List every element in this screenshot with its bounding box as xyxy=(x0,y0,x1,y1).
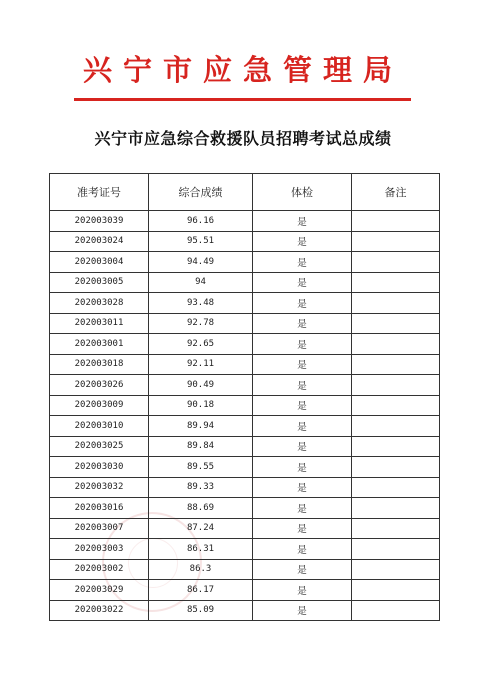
cell-medical-exam: 是 xyxy=(253,477,352,498)
cell-medical-exam: 是 xyxy=(253,395,352,416)
cell-total-score: 94 xyxy=(149,272,253,293)
cell-total-score: 96.16 xyxy=(149,211,253,232)
cell-total-score: 90.18 xyxy=(149,395,253,416)
cell-remarks xyxy=(352,416,440,437)
cell-remarks xyxy=(352,539,440,560)
cell-remarks xyxy=(352,252,440,273)
column-header-total-score: 综合成绩 xyxy=(149,174,253,211)
cell-remarks xyxy=(352,477,440,498)
table-row xyxy=(50,600,440,621)
table-row xyxy=(50,231,440,252)
cell-medical-exam: 是 xyxy=(253,600,352,621)
cell-remarks xyxy=(352,395,440,416)
cell-remarks xyxy=(352,231,440,252)
table-row xyxy=(50,272,440,293)
cell-medical-exam: 是 xyxy=(253,457,352,478)
cell-medical-exam: 是 xyxy=(253,375,352,396)
table-row xyxy=(50,457,440,478)
cell-medical-exam: 是 xyxy=(253,272,352,293)
table-row xyxy=(50,395,440,416)
cell-medical-exam: 是 xyxy=(253,293,352,314)
cell-exam-id: 202003005 xyxy=(50,272,149,293)
table-row xyxy=(50,436,440,457)
cell-medical-exam: 是 xyxy=(253,211,352,232)
cell-exam-id: 202003029 xyxy=(50,580,149,601)
cell-exam-id: 202003010 xyxy=(50,416,149,437)
cell-remarks xyxy=(352,211,440,232)
cell-exam-id: 202003032 xyxy=(50,477,149,498)
cell-remarks xyxy=(352,313,440,334)
cell-exam-id: 202003002 xyxy=(50,559,149,580)
cell-medical-exam: 是 xyxy=(253,252,352,273)
cell-medical-exam: 是 xyxy=(253,539,352,560)
cell-remarks xyxy=(352,293,440,314)
table-row xyxy=(50,477,440,498)
table-header-row xyxy=(50,174,440,211)
cell-total-score: 85.09 xyxy=(149,600,253,621)
cell-medical-exam: 是 xyxy=(253,580,352,601)
table-row xyxy=(50,518,440,539)
table-row xyxy=(50,498,440,519)
cell-exam-id: 202003007 xyxy=(50,518,149,539)
cell-total-score: 94.49 xyxy=(149,252,253,273)
cell-medical-exam: 是 xyxy=(253,334,352,355)
cell-exam-id: 202003011 xyxy=(50,313,149,334)
cell-exam-id: 202003009 xyxy=(50,395,149,416)
cell-total-score: 92.65 xyxy=(149,334,253,355)
table-row xyxy=(50,539,440,560)
table-row xyxy=(50,313,440,334)
cell-medical-exam: 是 xyxy=(253,559,352,580)
cell-total-score: 89.55 xyxy=(149,457,253,478)
cell-exam-id: 202003018 xyxy=(50,354,149,375)
table-row xyxy=(50,354,440,375)
cell-remarks xyxy=(352,334,440,355)
cell-total-score: 92.11 xyxy=(149,354,253,375)
cell-total-score: 86.17 xyxy=(149,580,253,601)
table-row xyxy=(50,375,440,396)
cell-exam-id: 202003024 xyxy=(50,231,149,252)
cell-total-score: 89.33 xyxy=(149,477,253,498)
cell-total-score: 88.69 xyxy=(149,498,253,519)
cell-total-score: 89.84 xyxy=(149,436,253,457)
cell-total-score: 92.78 xyxy=(149,313,253,334)
cell-remarks xyxy=(352,457,440,478)
cell-exam-id: 202003030 xyxy=(50,457,149,478)
cell-exam-id: 202003003 xyxy=(50,539,149,560)
cell-remarks xyxy=(352,354,440,375)
cell-remarks xyxy=(352,375,440,396)
table-row xyxy=(50,293,440,314)
cell-exam-id: 202003001 xyxy=(50,334,149,355)
cell-total-score: 87.24 xyxy=(149,518,253,539)
column-header-exam-id: 准考证号 xyxy=(50,174,149,211)
cell-total-score: 90.49 xyxy=(149,375,253,396)
cell-exam-id: 202003016 xyxy=(50,498,149,519)
cell-exam-id: 202003022 xyxy=(50,600,149,621)
cell-medical-exam: 是 xyxy=(253,416,352,437)
letterhead-red-rule xyxy=(74,98,411,101)
cell-total-score: 95.51 xyxy=(149,231,253,252)
cell-medical-exam: 是 xyxy=(253,313,352,334)
table-row xyxy=(50,334,440,355)
cell-exam-id: 202003004 xyxy=(50,252,149,273)
cell-remarks xyxy=(352,498,440,519)
cell-medical-exam: 是 xyxy=(253,354,352,375)
cell-remarks xyxy=(352,272,440,293)
table-row xyxy=(50,211,440,232)
cell-total-score: 86.31 xyxy=(149,539,253,560)
table-row xyxy=(50,252,440,273)
cell-exam-id: 202003039 xyxy=(50,211,149,232)
cell-total-score: 86.3 xyxy=(149,559,253,580)
table-row xyxy=(50,416,440,437)
score-table xyxy=(49,173,440,621)
cell-medical-exam: 是 xyxy=(253,231,352,252)
cell-medical-exam: 是 xyxy=(253,436,352,457)
cell-remarks xyxy=(352,436,440,457)
letterhead-org-name: 兴宁市应急管理局 xyxy=(82,53,403,87)
column-header-medical-exam: 体检 xyxy=(253,174,352,211)
cell-remarks xyxy=(352,600,440,621)
cell-exam-id: 202003028 xyxy=(50,293,149,314)
cell-remarks xyxy=(352,559,440,580)
cell-total-score: 89.94 xyxy=(149,416,253,437)
table-row xyxy=(50,580,440,601)
cell-remarks xyxy=(352,580,440,601)
table-body xyxy=(50,211,440,621)
column-header-remarks: 备注 xyxy=(352,174,440,211)
document-title: 兴宁市应急综合救援队员招聘考试总成绩 xyxy=(94,129,392,148)
cell-medical-exam: 是 xyxy=(253,518,352,539)
cell-total-score: 93.48 xyxy=(149,293,253,314)
cell-exam-id: 202003025 xyxy=(50,436,149,457)
cell-remarks xyxy=(352,518,440,539)
table-row xyxy=(50,559,440,580)
cell-exam-id: 202003026 xyxy=(50,375,149,396)
cell-medical-exam: 是 xyxy=(253,498,352,519)
